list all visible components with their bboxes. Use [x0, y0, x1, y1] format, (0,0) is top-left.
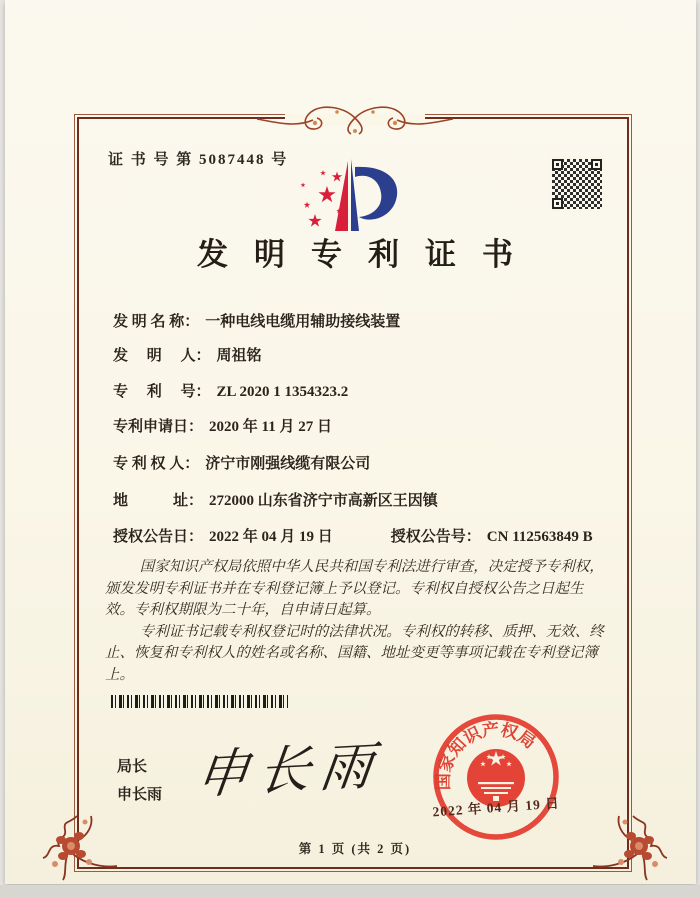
page-number: 第 1 页 (共 2 页): [298, 842, 412, 856]
top-flourish-ornament: [255, 98, 455, 140]
commissioner-title: 局长: [117, 759, 148, 775]
legal-paragraph-2: 专利证书记载专利权登记时的法律状况。专利权的转移、质押、无效、终止、恢复和专利权人的姓名或名称、国籍、地址变更等事项记载在专利登记簿上。: [105, 623, 604, 683]
barcode-icon: [111, 695, 288, 708]
field-value: 济宁市刚强线缆有限公司: [205, 456, 371, 472]
legal-text-block: [105, 557, 607, 686]
legal-paragraph-1: 国家知识产权局依照中华人民共和国专利法进行审查，决定授予专利权，颁发发明专利证书并在专利登记簿上予以登记。专利权自授权公告之日起生效。专利权期限为二十年，自申请日起算。: [105, 559, 604, 618]
field-value: ZL 2020 1 1354323.2: [216, 384, 349, 400]
certificate-number: 证 书 号 第 5087448 号: [108, 152, 289, 168]
seal-ring-text: 国家知识产权局: [433, 719, 539, 791]
field-value: 2022 年 04 月 19 日: [209, 529, 333, 545]
field-value: 2020 年 11 月 27 日: [209, 419, 332, 435]
commissioner-autograph: 申长雨: [192, 735, 386, 807]
field-row-address: [113, 489, 438, 510]
seal-date: 2022 年 04 月 19 日: [432, 795, 561, 820]
certificate-page: [5, 0, 696, 884]
field-label: 授权公告号：: [390, 529, 481, 545]
field-row-grant: [113, 525, 593, 546]
qr-finder-icon: [591, 159, 602, 170]
field-value: 周祖铭: [216, 348, 262, 364]
grant-number-pair: [391, 529, 593, 545]
field-row-inventor: [113, 344, 262, 365]
qr-code-icon: [552, 159, 602, 209]
field-row-patent-number: [113, 380, 348, 401]
cnipa-patent-logo-icon: [293, 155, 417, 239]
field-label: 专利申请日：: [113, 419, 204, 435]
cnipa-red-seal-icon: [425, 706, 567, 848]
field-value: 272000 山东省济宁市高新区王因镇: [209, 493, 438, 509]
field-row-patentee: [113, 452, 370, 473]
grant-date-pair: [113, 529, 333, 545]
qr-finder-icon: [552, 198, 563, 209]
qr-finder-icon: [552, 159, 563, 170]
field-value: 一种电线电缆用辅助接线装置: [205, 314, 401, 330]
field-row-invention-name: [113, 310, 400, 331]
field-label: 发 明 名 称：: [113, 314, 200, 330]
field-label: 专 利 号：: [113, 384, 211, 400]
field-label: 授权公告日：: [113, 529, 204, 545]
scan-edge: [0, 885, 700, 898]
field-label: 地 址：: [113, 493, 204, 509]
commissioner-name: 申长雨: [117, 787, 163, 803]
field-label: 专 利 权 人：: [113, 456, 200, 472]
field-value: CN 112563849 B: [486, 529, 593, 545]
certificate-title: 发明专利证书: [197, 237, 539, 272]
field-label: 发 明 人：: [113, 348, 211, 364]
field-row-filing-date: [113, 415, 332, 436]
